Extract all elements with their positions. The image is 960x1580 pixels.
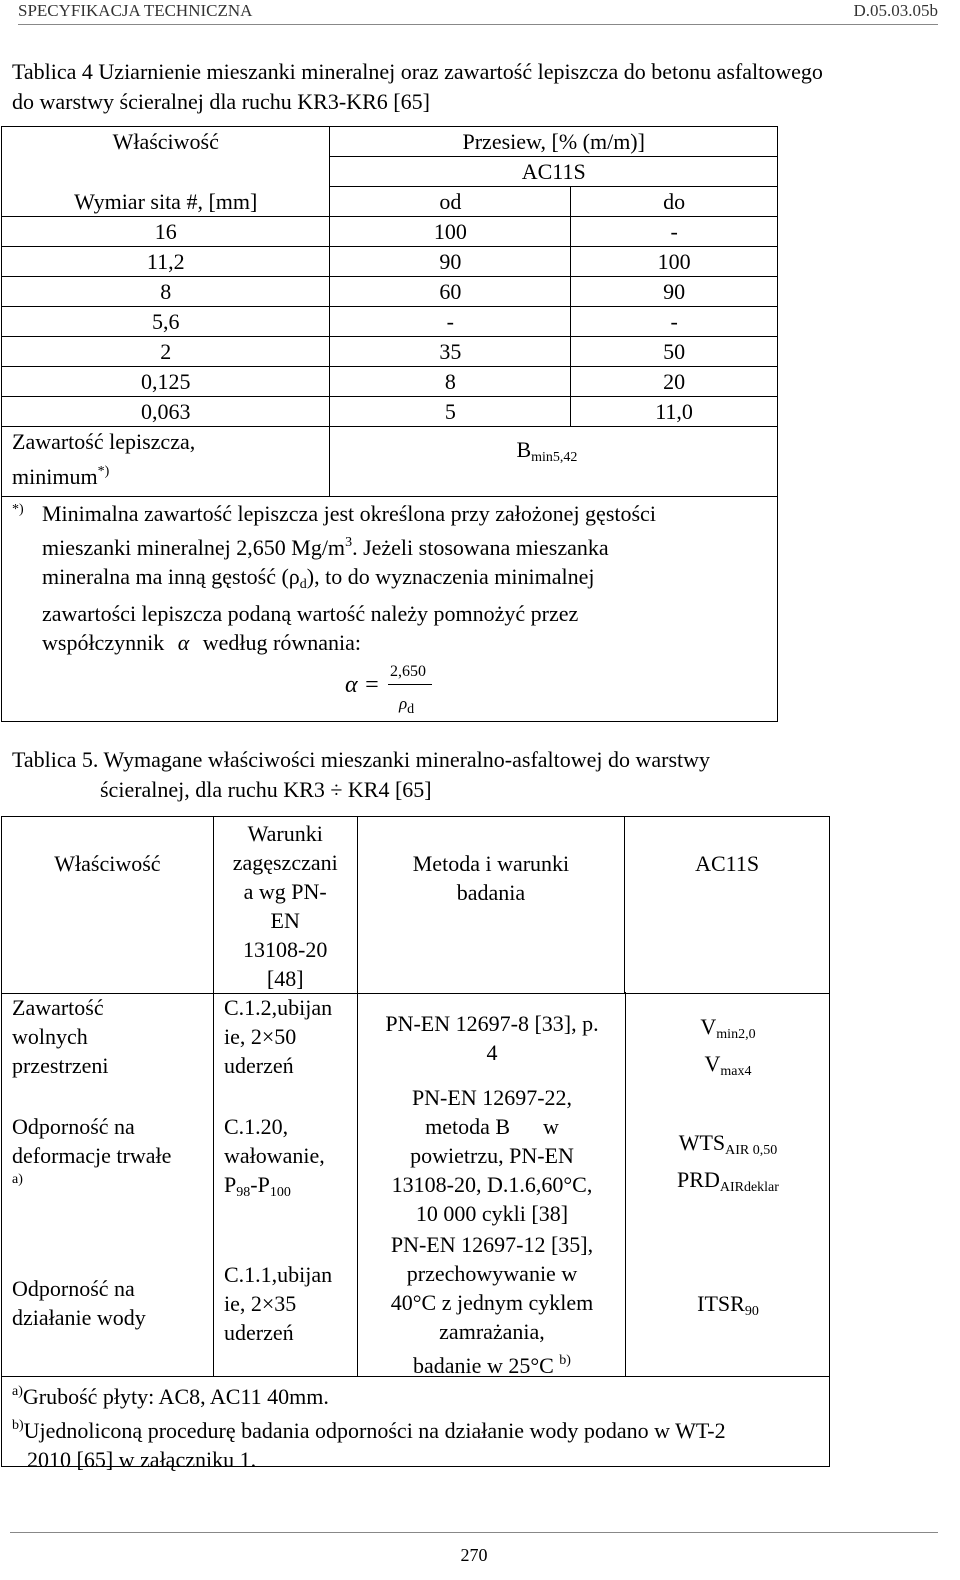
table4-caption: Tablica 4 Uziarnienie mieszanki mineralnej oraz zawartość lepiszcza do betonu asfaltowego do warstwy ścieralnej dla ruchu KR3-KR6 [65] — [12, 59, 823, 114]
header-property: Właściwość — [2, 127, 330, 187]
table-row: 8 60 90 — [2, 277, 778, 307]
table-row-compaction: C.1.1,ubijan ie, 2×35 uderzeń — [224, 1262, 333, 1345]
header-passing: Przesiew, [% (m/m)] — [330, 127, 778, 157]
header-code: D.05.03.05b — [853, 1, 938, 20]
binder-label: Zawartość lepiszcza, minimum*) — [2, 427, 330, 497]
table-row-method: PN-EN 12697-12 [35], przechowywanie w 40°C z jednym cyklem zamrażania, badanie w 25°C $^{b)}$ — [390, 1232, 594, 1378]
table-row: 2 35 50 — [2, 337, 778, 367]
alpha-formula: α = 2,650 $\rho_d$ — [42, 657, 769, 719]
table5-body — [1, 992, 830, 1376]
header-to: do — [571, 187, 778, 217]
header-property: Właściwość — [2, 817, 214, 994]
table5 — [1, 816, 830, 994]
table-row-method: PN-EN 12697-22, metoda B w powietrzu, PN-EN 13108-20, D.1.6,60°C, 10 000 cykli [38] — [391, 1085, 593, 1226]
table-row-method: PN-EN 12697-8 [33], p. 4 — [385, 1011, 599, 1065]
header-sieve: Wymiar sita #, [mm] — [2, 187, 330, 217]
table-row-value: $WTS_{AIR 0,50}$ $PRD_{AIRdeklar}$ — [677, 1130, 779, 1195]
header-method: Metoda i warunki badania — [357, 817, 625, 994]
table-row-property: Zawartość wolnych przestrzeni — [12, 995, 109, 1078]
header-mix: AC11S — [625, 817, 830, 994]
table-row: 0,125 8 20 — [2, 367, 778, 397]
table-row: 11,2 90 100 — [2, 247, 778, 277]
table5-header-row — [2, 817, 830, 994]
header-from: od — [330, 187, 571, 217]
table-row-compaction: C.1.2,ubijan ie, 2×50 uderzeń — [224, 995, 333, 1078]
header-compaction: Warunki zagęszczani a wg PN- EN 13108-20 [48] — [213, 817, 357, 994]
table4 — [1, 126, 778, 722]
table-row-value: $V_{min2,0}$ $V_{max4}$ — [700, 1014, 756, 1079]
table-row-value: $ITSR_{90}$ — [697, 1291, 759, 1319]
table5-footnotes: $^{a)}$Grubość płyty: AC8, AC11 40mm. $^{b)}$Ujednoliconą procedurę badania odporności na działanie wody podano w WT-2 2010 [65] w załączniku 1. — [1, 1376, 830, 1467]
table-row-property: Odporność na działanie wody — [12, 1276, 146, 1330]
table-row: 0,063 5 11,0 — [2, 397, 778, 427]
table5-caption: Tablica 5. Wymagane właściwości mieszanki mineralno-asfaltowej do warstwy ścieralnej, dla ruchu KR3 ÷ KR4 [65] — [12, 747, 711, 802]
table-row: 5,6 - - — [2, 307, 778, 337]
table-row-property: Odporność na deformacje trwałe a) — [12, 1114, 172, 1187]
binder-row — [2, 427, 778, 497]
binder-value: $B_{min5,42}$ — [330, 427, 778, 497]
header-mix: AC11S — [330, 157, 778, 187]
table-row: 16 100 - — [2, 217, 778, 247]
table-row-compaction: C.1.20, wałowanie, $P_{98}-P_{100}$ — [224, 1114, 325, 1200]
note-row — [2, 497, 778, 722]
col-divider — [213, 992, 214, 1376]
fraction-bar — [388, 684, 432, 685]
density-note: *) Minimalna zawartość lepiszcza jest określona przy założonej gęstości mieszanki mineralnej 2,650 $Mg/m^3$. Jeżeli stosowana mieszanka mineralna ma inną gęstość $(\rho_d)$, to do wyznaczenia minimalnej zawartości lepiszcza podaną wartość należy pomnożyć przez współczynnik α według równania: α = 2,650 $\rho_d$ — [2, 497, 778, 722]
header-title: SPECYFIKACJA TECHNICZNA — [18, 1, 253, 20]
page-header — [18, 0, 938, 25]
page-number: 270 — [10, 1532, 938, 1566]
